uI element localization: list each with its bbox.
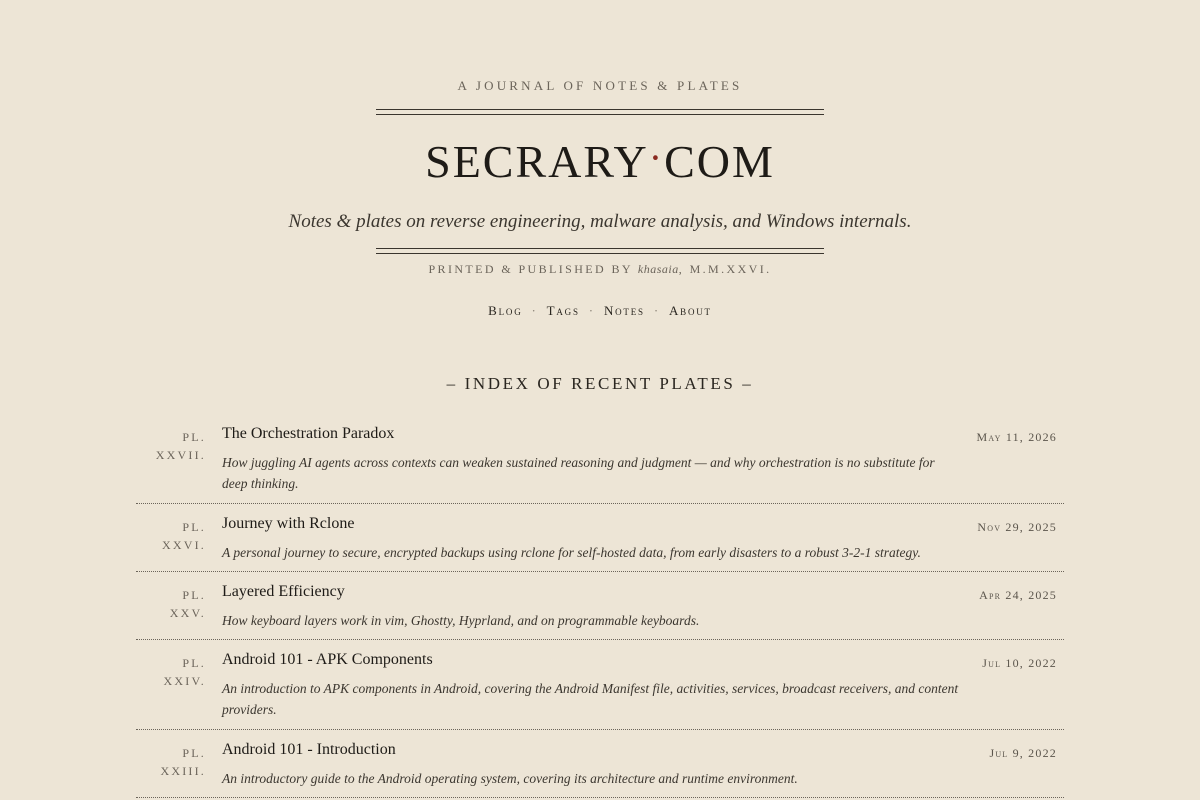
plate-date: Nov 29, 2025 (977, 520, 1057, 534)
plate-number (136, 518, 206, 554)
plate-prefix: PL. (182, 520, 206, 534)
plate-item (136, 640, 1064, 730)
plate-numeral: XXVII. (155, 448, 206, 462)
plate-number (136, 744, 206, 780)
plate-date: Jul 9, 2022 (989, 746, 1057, 760)
plate-number (136, 586, 206, 622)
nav-separator: · (588, 303, 595, 318)
plate-title-link[interactable]: Android 101 - Introduction (222, 741, 396, 758)
plate-item (136, 730, 1064, 798)
plate-index (136, 414, 1064, 798)
plate-description: How juggling AI agents across contexts can weaken sustained reasoning and judgment — and why orchestration is no substitute for deep thinking. (222, 455, 935, 491)
main-nav (0, 303, 1200, 319)
site-title-left: SECRARY (425, 136, 649, 187)
plate-number (136, 428, 206, 464)
masthead-rule-bottom (376, 248, 824, 254)
plate-item (136, 572, 1064, 640)
plate-prefix: PL. (182, 430, 206, 444)
plate-title-link[interactable]: The Orchestration Paradox (222, 425, 395, 442)
imprint-author: khasaia (637, 262, 679, 276)
journal-kicker: A JOURNAL OF NOTES & PLATES (457, 78, 743, 93)
nav-tags[interactable]: Tags (546, 303, 580, 318)
site-title-right: COM (664, 136, 775, 187)
plate-date: Apr 24, 2025 (979, 588, 1057, 602)
nav-about[interactable]: About (668, 303, 712, 318)
plate-title-link[interactable]: Journey with Rclone (222, 515, 355, 532)
plate-number (136, 654, 206, 690)
plate-title-link[interactable]: Android 101 - APK Components (222, 651, 433, 668)
imprint-prefix: PRINTED & PUBLISHED BY (428, 262, 633, 276)
plate-prefix: PL. (182, 746, 206, 760)
title-dot: · (648, 135, 665, 180)
imprint (0, 262, 1200, 277)
plate-numeral: XXVI. (162, 538, 206, 552)
nav-notes[interactable]: Notes (603, 303, 645, 318)
section-heading: – INDEX OF RECENT PLATES – (446, 374, 754, 393)
plate-prefix: PL. (182, 588, 206, 602)
site-title[interactable] (0, 134, 1200, 192)
plate-date: Jul 10, 2022 (982, 656, 1057, 670)
plate-numeral: XXIII. (160, 764, 206, 778)
plate-description: A personal journey to secure, encrypted backups using rclone for self-hosted data, from early disasters to a robust 3-2-1 strategy. (222, 545, 921, 560)
plate-title-link[interactable]: Layered Efficiency (222, 583, 345, 600)
nav-separator: · (653, 303, 660, 318)
plate-description: An introduction to APK components in Android, covering the Android Manifest file, activities, services, broadcast receivers, and content providers. (222, 681, 959, 717)
plate-numeral: XXIV. (163, 674, 206, 688)
masthead-rule-top (376, 109, 824, 115)
plate-item (136, 414, 1064, 504)
site-tagline: Notes & plates on reverse engineering, malware analysis, and Windows internals. (288, 211, 912, 232)
nav-separator: · (531, 303, 538, 318)
plate-numeral: XXV. (169, 606, 206, 620)
imprint-suffix: , M.M.XXVI. (678, 262, 772, 276)
plate-description: How keyboard layers work in vim, Ghostty, Hyprland, and on programmable keyboards. (222, 613, 700, 628)
nav-blog[interactable]: Blog (488, 303, 523, 318)
plate-item (136, 504, 1064, 572)
plate-prefix: PL. (182, 656, 206, 670)
plate-date: May 11, 2026 (976, 430, 1057, 444)
plate-description: An introductory guide to the Android operating system, covering its architecture and runtime environment. (222, 771, 798, 786)
